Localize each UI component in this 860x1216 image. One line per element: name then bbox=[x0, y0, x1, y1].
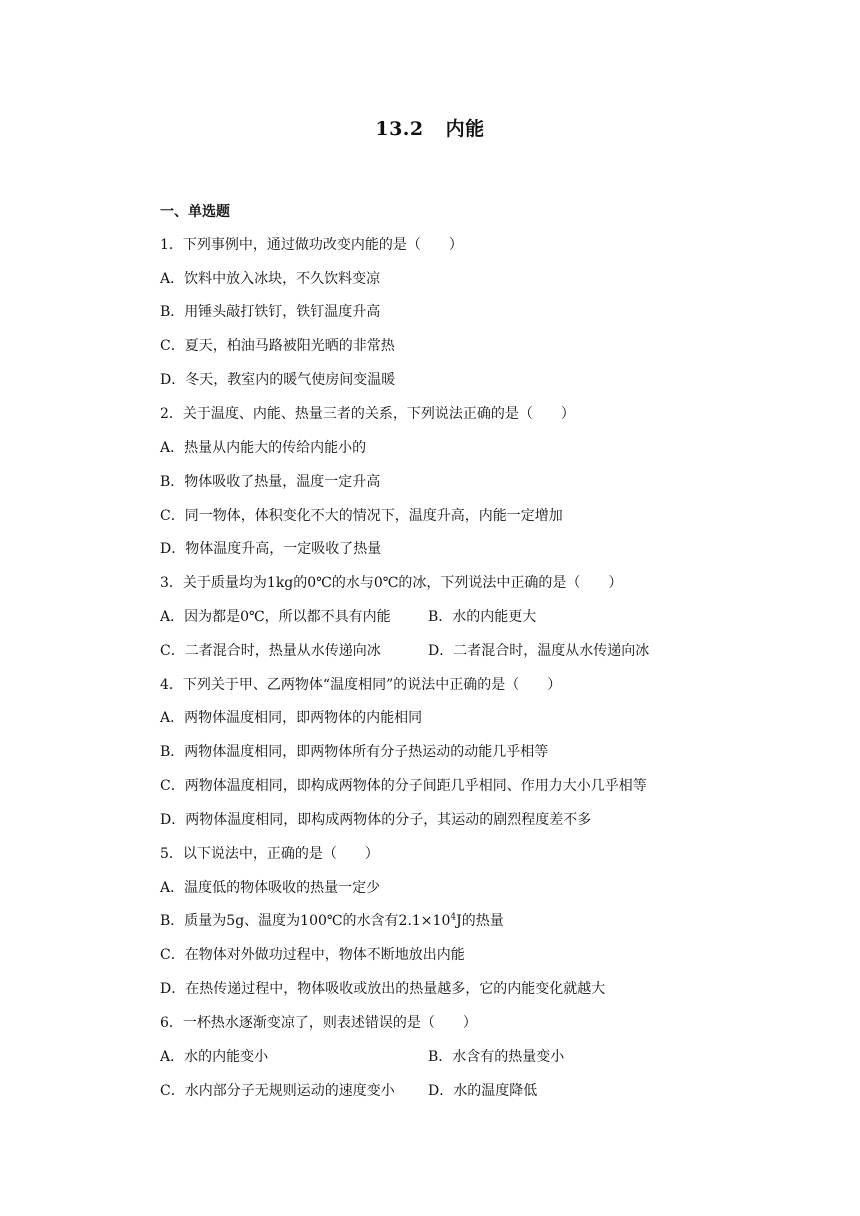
question-5-option-c: C．在物体对外做功过程中，物体不断地放出内能 bbox=[160, 947, 465, 963]
question-3-option-b: B．水的内能更大 bbox=[428, 609, 537, 625]
question-6-option-d: D．水的温度降低 bbox=[428, 1083, 538, 1099]
question-5-option-a: A．温度低的物体吸收的热量一定少 bbox=[160, 880, 381, 896]
question-4-option-b: B．两物体温度相同，即两物体所有分子热运动的动能几乎相等 bbox=[160, 744, 549, 760]
question-6-options-row-2 bbox=[160, 1081, 538, 1101]
question-2-stem: 2．关于温度、内能、热量三者的关系，下列说法正确的是（ ） bbox=[160, 406, 575, 422]
question-3-options-row-1 bbox=[160, 607, 537, 627]
question-6-options-row-1 bbox=[160, 1047, 565, 1067]
question-5-option-b-tail: J的热量 bbox=[456, 913, 504, 929]
question-4-option-c: C．两物体温度相同，即构成两物体的分子间距几乎相同、作用力大小几乎相等 bbox=[160, 778, 647, 794]
question-6-option-c: C．水内部分子无规则运动的速度变小 bbox=[160, 1083, 395, 1099]
page-title bbox=[0, 114, 860, 141]
question-6-option-a: A．水的内能变小 bbox=[160, 1049, 269, 1065]
question-5-stem: 5．以下说法中，正确的是（ ） bbox=[160, 846, 379, 862]
question-3-option-d: D．二者混合时，温度从水传递向冰 bbox=[428, 643, 650, 659]
question-5-option-b bbox=[160, 911, 504, 931]
question-1-option-a: A．饮料中放入冰块，不久饮料变凉 bbox=[160, 271, 381, 287]
question-2-option-a: A．热量从内能大的传给内能小的 bbox=[160, 440, 367, 456]
question-4-stem: 4．下列关于甲、乙两物体“温度相同”的说法中正确的是（ ） bbox=[160, 677, 562, 693]
question-1-stem: 1．下列事例中，通过做功改变内能的是（ ） bbox=[160, 237, 463, 253]
title-number: 13.2 bbox=[375, 118, 424, 140]
question-5-option-d: D．在热传递过程中，物体吸收或放出的热量越多，它的内能变化就越大 bbox=[160, 981, 606, 997]
question-5-option-b-text: B．质量为5g、温度为100℃的水含有2.1×10 bbox=[160, 913, 451, 929]
question-2-option-c: C．同一物体，体积变化不大的情况下，温度升高，内能一定增加 bbox=[160, 508, 563, 524]
question-1-option-c: C．夏天，柏油马路被阳光晒的非常热 bbox=[160, 338, 395, 354]
question-3-stem: 3．关于质量均为1kg的0℃的水与0℃的冰，下列说法中正确的是（ ） bbox=[160, 575, 623, 591]
question-4-option-a: A．两物体温度相同，即两物体的内能相同 bbox=[160, 710, 423, 726]
question-3-options-row-2 bbox=[160, 641, 650, 661]
section-heading: 一、单选题 bbox=[160, 204, 230, 220]
question-3-option-a: A．因为都是0℃，所以都不具有内能 bbox=[160, 609, 391, 625]
question-6-option-b: B．水含有的热量变小 bbox=[428, 1049, 565, 1065]
question-5-option-b-exponent: 4 bbox=[450, 912, 457, 923]
question-1-option-d: D．冬天，教室内的暖气使房间变温暖 bbox=[160, 372, 396, 388]
question-2-option-d: D．物体温度升高，一定吸收了热量 bbox=[160, 541, 382, 557]
question-4-option-d: D．两物体温度相同，即构成两物体的分子，其运动的剧烈程度差不多 bbox=[160, 812, 592, 828]
question-3-option-c: C．二者混合时，热量从水传递向冰 bbox=[160, 643, 381, 659]
title-name: 内能 bbox=[445, 118, 485, 140]
question-6-stem: 6．一杯热水逐渐变凉了，则表述错误的是（ ） bbox=[160, 1015, 477, 1031]
question-1-option-b: B．用锤头敲打铁钉，铁钉温度升高 bbox=[160, 304, 381, 320]
question-2-option-b: B．物体吸收了热量，温度一定升高 bbox=[160, 474, 381, 490]
